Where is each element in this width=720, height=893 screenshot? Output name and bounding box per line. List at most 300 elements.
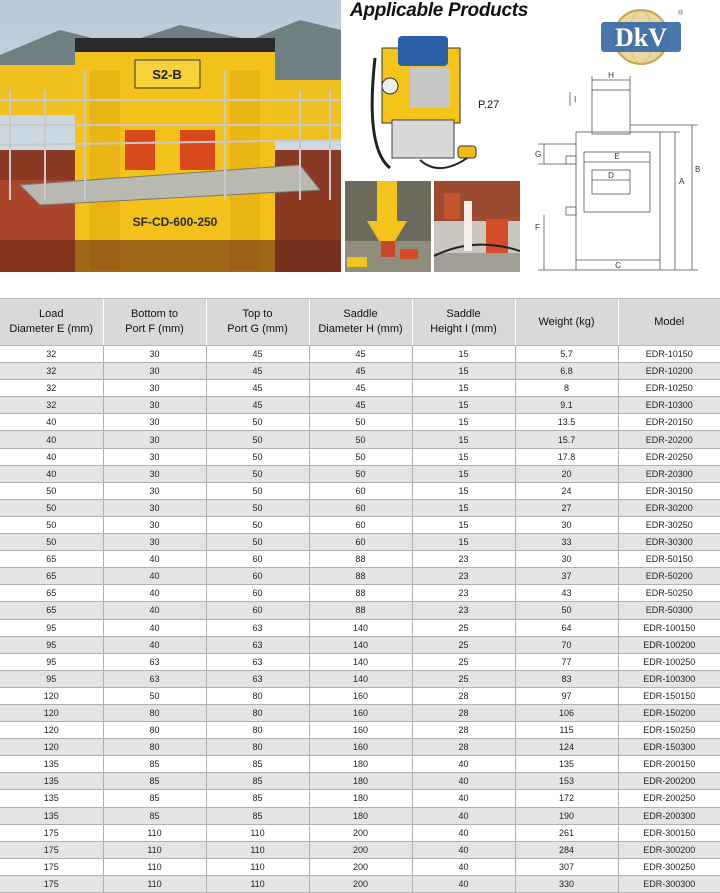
table-cell: 261 <box>515 824 618 841</box>
table-row <box>0 739 720 756</box>
label-h: H <box>608 71 614 80</box>
table-cell: 40 <box>412 807 515 824</box>
label-b: B <box>695 165 701 174</box>
table-row <box>0 397 720 414</box>
table-cell: 23 <box>412 568 515 585</box>
table-cell: 140 <box>309 636 412 653</box>
platform-stencil: SF-CD-600-250 <box>132 215 218 229</box>
table-cell: 85 <box>206 773 309 790</box>
table-cell: 15 <box>412 380 515 397</box>
table-cell: 85 <box>103 773 206 790</box>
table-cell: 95 <box>0 670 103 687</box>
label-e: E <box>614 152 620 161</box>
table-cell: 27 <box>515 499 618 516</box>
table-cell: EDR-100150 <box>618 619 720 636</box>
table-cell: 40 <box>103 636 206 653</box>
table-row <box>0 534 720 551</box>
table-cell: 40 <box>0 414 103 431</box>
weight-header <box>515 299 618 346</box>
table-cell: 30 <box>103 516 206 533</box>
header-line: Model <box>654 315 685 328</box>
table-cell: 45 <box>206 380 309 397</box>
table-cell: 50 <box>206 499 309 516</box>
table-cell: 160 <box>309 687 412 704</box>
table-cell: EDR-150250 <box>618 722 720 739</box>
table-cell: 40 <box>103 551 206 568</box>
table-cell: 30 <box>103 448 206 465</box>
table-cell: 172 <box>515 790 618 807</box>
table-row <box>0 858 720 875</box>
table-cell: 160 <box>309 739 412 756</box>
table-header-row <box>0 299 720 346</box>
table-row <box>0 568 720 585</box>
table-cell: 40 <box>103 619 206 636</box>
table-cell: 115 <box>515 722 618 739</box>
table-row <box>0 602 720 619</box>
table-row <box>0 790 720 807</box>
table-cell: 85 <box>103 790 206 807</box>
table-cell: 32 <box>0 346 103 363</box>
table-row <box>0 585 720 602</box>
header-line: Height I (mm) <box>430 323 497 335</box>
table-row <box>0 619 720 636</box>
table-row <box>0 722 720 739</box>
table-cell: 77 <box>515 653 618 670</box>
table-cell: 80 <box>206 704 309 721</box>
table-cell: 15.7 <box>515 431 618 448</box>
table-cell: 63 <box>206 636 309 653</box>
table-cell: 63 <box>206 619 309 636</box>
table-body <box>0 346 720 893</box>
table-cell: 88 <box>309 568 412 585</box>
table-cell: 15 <box>412 534 515 551</box>
table-cell: 15 <box>412 431 515 448</box>
table-cell: EDR-150200 <box>618 704 720 721</box>
table-cell: 50 <box>0 499 103 516</box>
table-cell: 120 <box>0 687 103 704</box>
table-cell: 63 <box>103 653 206 670</box>
table-cell: 40 <box>103 585 206 602</box>
table-cell: 45 <box>309 397 412 414</box>
table-cell: 200 <box>309 875 412 892</box>
table-cell: 140 <box>309 619 412 636</box>
table-cell: 95 <box>0 653 103 670</box>
product-header <box>0 0 720 292</box>
table-cell: 135 <box>0 807 103 824</box>
table-cell: EDR-10200 <box>618 363 720 380</box>
table-cell: EDR-20150 <box>618 414 720 431</box>
table-cell: 40 <box>412 773 515 790</box>
table-cell: 70 <box>515 636 618 653</box>
table-cell: 15 <box>412 465 515 482</box>
table-cell: 45 <box>309 380 412 397</box>
table-row <box>0 516 720 533</box>
table-cell: 106 <box>515 704 618 721</box>
table-cell: EDR-30300 <box>618 534 720 551</box>
table-cell: 50 <box>206 482 309 499</box>
table-row <box>0 448 720 465</box>
specifications-table <box>0 298 720 893</box>
label-d: D <box>608 171 614 180</box>
table-cell: 5.7 <box>515 346 618 363</box>
table-cell: 180 <box>309 756 412 773</box>
table-cell: EDR-20300 <box>618 465 720 482</box>
load-diameter-header <box>0 299 103 346</box>
table-cell: 200 <box>309 858 412 875</box>
table-cell: 124 <box>515 739 618 756</box>
table-cell: 307 <box>515 858 618 875</box>
table-cell: 15 <box>412 448 515 465</box>
table-cell: EDR-10250 <box>618 380 720 397</box>
cylinder-dimension-diagram <box>530 70 720 280</box>
table-row <box>0 841 720 858</box>
table-cell: 23 <box>412 551 515 568</box>
table-cell: 200 <box>309 841 412 858</box>
table-cell: 40 <box>0 448 103 465</box>
table-cell: 40 <box>0 465 103 482</box>
table-cell: 24 <box>515 482 618 499</box>
saddle-diameter-header <box>309 299 412 346</box>
table-cell: 180 <box>309 790 412 807</box>
table-cell: 33 <box>515 534 618 551</box>
label-f: F <box>535 223 540 232</box>
table-cell: EDR-50300 <box>618 602 720 619</box>
table-cell: 8 <box>515 380 618 397</box>
table-row <box>0 363 720 380</box>
table-cell: EDR-50150 <box>618 551 720 568</box>
table-cell: 140 <box>309 670 412 687</box>
table-row <box>0 346 720 363</box>
table-cell: 23 <box>412 585 515 602</box>
table-cell: EDR-200150 <box>618 756 720 773</box>
table-cell: 80 <box>206 722 309 739</box>
table-cell: 30 <box>103 414 206 431</box>
table-row <box>0 807 720 824</box>
table-row <box>0 414 720 431</box>
table-cell: 28 <box>412 722 515 739</box>
table-row <box>0 773 720 790</box>
table-row <box>0 824 720 841</box>
table-cell: 15 <box>412 363 515 380</box>
table-cell: 175 <box>0 858 103 875</box>
jack-field-photo-1 <box>345 181 431 272</box>
trademark-symbol: ® <box>678 10 684 17</box>
table-cell: 88 <box>309 551 412 568</box>
table-cell: 110 <box>103 875 206 892</box>
table-cell: 15 <box>412 499 515 516</box>
table-cell: EDR-300150 <box>618 824 720 841</box>
table-cell: 40 <box>412 824 515 841</box>
table-cell: EDR-30250 <box>618 516 720 533</box>
table-cell: 30 <box>515 551 618 568</box>
table-cell: 120 <box>0 704 103 721</box>
table-cell: 135 <box>515 756 618 773</box>
table-cell: 9.1 <box>515 397 618 414</box>
table-cell: 50 <box>309 465 412 482</box>
table-cell: 28 <box>412 704 515 721</box>
table-cell: 30 <box>103 534 206 551</box>
jack-field-photo-2 <box>434 181 520 272</box>
table-cell: 63 <box>206 670 309 687</box>
table-cell: 80 <box>206 739 309 756</box>
header-line: Diameter H (mm) <box>318 323 403 335</box>
table-cell: EDR-20200 <box>618 431 720 448</box>
header-line: Load <box>39 308 64 320</box>
table-cell: 110 <box>206 875 309 892</box>
table-cell: 50 <box>206 516 309 533</box>
table-cell: 40 <box>0 431 103 448</box>
table-cell: 85 <box>206 807 309 824</box>
logo-text: DkV <box>614 23 668 52</box>
table-cell: 40 <box>103 602 206 619</box>
top-to-port-header <box>206 299 309 346</box>
table-cell: 85 <box>206 756 309 773</box>
table-cell: 23 <box>412 602 515 619</box>
table-cell: EDR-150150 <box>618 687 720 704</box>
table-cell: 32 <box>0 380 103 397</box>
table-cell: 95 <box>0 619 103 636</box>
table-cell: EDR-50250 <box>618 585 720 602</box>
table-cell: 63 <box>206 653 309 670</box>
hydraulic-pump-photo <box>370 28 478 178</box>
header-line: Weight (kg) <box>538 315 595 328</box>
table-cell: 45 <box>206 397 309 414</box>
table-cell: 60 <box>206 568 309 585</box>
table-cell: 15 <box>412 414 515 431</box>
table-cell: 120 <box>0 739 103 756</box>
table-cell: EDR-100250 <box>618 653 720 670</box>
table-cell: 20 <box>515 465 618 482</box>
table-row <box>0 380 720 397</box>
table-cell: 160 <box>309 722 412 739</box>
dkv-logo <box>597 8 685 66</box>
table-cell: 80 <box>103 722 206 739</box>
table-cell: EDR-300250 <box>618 858 720 875</box>
table-cell: 45 <box>206 363 309 380</box>
table-cell: 40 <box>412 875 515 892</box>
table-cell: 30 <box>103 499 206 516</box>
table-cell: 60 <box>206 551 309 568</box>
table-cell: 64 <box>515 619 618 636</box>
label-i: I <box>574 95 577 104</box>
table-cell: EDR-200250 <box>618 790 720 807</box>
table-cell: 175 <box>0 841 103 858</box>
table-cell: EDR-30200 <box>618 499 720 516</box>
table-cell: 85 <box>206 790 309 807</box>
table-cell: 50 <box>206 431 309 448</box>
table-cell: EDR-20250 <box>618 448 720 465</box>
table-cell: 28 <box>412 739 515 756</box>
table-cell: 110 <box>206 858 309 875</box>
table-cell: EDR-150300 <box>618 739 720 756</box>
table-cell: 50 <box>103 687 206 704</box>
table-cell: 30 <box>103 431 206 448</box>
table-cell: 180 <box>309 773 412 790</box>
table-cell: 40 <box>103 568 206 585</box>
table-cell: EDR-10150 <box>618 346 720 363</box>
table-cell: 97 <box>515 687 618 704</box>
header-line: Top to <box>242 308 273 320</box>
table-cell: 30 <box>103 397 206 414</box>
table-cell: 40 <box>412 858 515 875</box>
table-cell: 32 <box>0 363 103 380</box>
table-cell: 330 <box>515 875 618 892</box>
table-cell: 160 <box>309 704 412 721</box>
table-cell: 30 <box>103 346 206 363</box>
table-row <box>0 551 720 568</box>
table-cell: 43 <box>515 585 618 602</box>
table-row <box>0 687 720 704</box>
table-cell: 30 <box>103 465 206 482</box>
table-cell: 25 <box>412 619 515 636</box>
table-row <box>0 636 720 653</box>
table-cell: 45 <box>309 363 412 380</box>
table-cell: 15 <box>412 346 515 363</box>
table-cell: 180 <box>309 807 412 824</box>
table-cell: EDR-200300 <box>618 807 720 824</box>
table-cell: 50 <box>206 448 309 465</box>
table-cell: 85 <box>103 756 206 773</box>
table-cell: 88 <box>309 602 412 619</box>
table-cell: 65 <box>0 602 103 619</box>
table-cell: 175 <box>0 824 103 841</box>
table-row <box>0 670 720 687</box>
table-row <box>0 482 720 499</box>
table-cell: EDR-300300 <box>618 875 720 892</box>
platform-label: S2-B <box>152 67 182 82</box>
table-cell: 120 <box>0 722 103 739</box>
table-cell: 60 <box>309 482 412 499</box>
table-cell: 25 <box>412 653 515 670</box>
table-cell: 13.5 <box>515 414 618 431</box>
table-cell: 25 <box>412 636 515 653</box>
model-header <box>618 299 720 346</box>
header-line: Bottom to <box>130 308 179 320</box>
table-cell: 80 <box>103 704 206 721</box>
table-cell: EDR-10300 <box>618 397 720 414</box>
header-line: Port G (mm) <box>227 323 288 335</box>
label-c: C <box>615 261 621 270</box>
table-cell: 80 <box>206 687 309 704</box>
table-cell: 110 <box>206 841 309 858</box>
table-cell: 60 <box>206 585 309 602</box>
table-cell: 32 <box>0 397 103 414</box>
table-cell: 50 <box>0 534 103 551</box>
table-cell: 60 <box>309 516 412 533</box>
table-cell: EDR-50200 <box>618 568 720 585</box>
table-cell: 60 <box>309 534 412 551</box>
table-cell: 65 <box>0 585 103 602</box>
header-line: Saddle <box>446 308 481 320</box>
table-cell: 6.8 <box>515 363 618 380</box>
table-cell: 190 <box>515 807 618 824</box>
table-cell: 50 <box>206 465 309 482</box>
table-cell: 110 <box>206 824 309 841</box>
label-g: G <box>535 150 542 159</box>
table-cell: 80 <box>103 739 206 756</box>
table-cell: 50 <box>0 516 103 533</box>
table-cell: 28 <box>412 687 515 704</box>
table-cell: 40 <box>412 841 515 858</box>
table-cell: 60 <box>206 602 309 619</box>
table-cell: 30 <box>103 380 206 397</box>
table-cell: 175 <box>0 875 103 892</box>
page-title: Applicable Products <box>350 0 529 21</box>
table-row <box>0 704 720 721</box>
table-cell: 17.8 <box>515 448 618 465</box>
table-row <box>0 653 720 670</box>
table-cell: 60 <box>309 499 412 516</box>
table-cell: 50 <box>206 414 309 431</box>
page-reference: P.27 <box>478 99 500 111</box>
offshore-platform-photo <box>0 0 341 272</box>
table-cell: 30 <box>103 482 206 499</box>
table-cell: EDR-100300 <box>618 670 720 687</box>
table-cell: 30 <box>515 516 618 533</box>
table-cell: 50 <box>206 534 309 551</box>
table-cell: 284 <box>515 841 618 858</box>
table-cell: 50 <box>309 431 412 448</box>
table-cell: 50 <box>515 602 618 619</box>
saddle-height-header <box>412 299 515 346</box>
table-cell: EDR-100200 <box>618 636 720 653</box>
table-cell: EDR-200200 <box>618 773 720 790</box>
table-cell: 65 <box>0 551 103 568</box>
table-cell: 153 <box>515 773 618 790</box>
bottom-to-port-header <box>103 299 206 346</box>
table-cell: EDR-300200 <box>618 841 720 858</box>
table-row <box>0 499 720 516</box>
table-cell: 63 <box>103 670 206 687</box>
table-row <box>0 465 720 482</box>
table-cell: 83 <box>515 670 618 687</box>
table-cell: 88 <box>309 585 412 602</box>
table-cell: 50 <box>309 448 412 465</box>
table-cell: 110 <box>103 858 206 875</box>
table-cell: 45 <box>206 346 309 363</box>
table-cell: 135 <box>0 790 103 807</box>
table-cell: 95 <box>0 636 103 653</box>
table-cell: 65 <box>0 568 103 585</box>
table-cell: 200 <box>309 824 412 841</box>
table-cell: 40 <box>412 756 515 773</box>
table-cell: 30 <box>103 363 206 380</box>
table-cell: 110 <box>103 824 206 841</box>
table-cell: 25 <box>412 670 515 687</box>
table-cell: 15 <box>412 516 515 533</box>
table-cell: EDR-30150 <box>618 482 720 499</box>
table-cell: 85 <box>103 807 206 824</box>
table-cell: 15 <box>412 397 515 414</box>
table-cell: 135 <box>0 756 103 773</box>
header-line: Saddle <box>343 308 378 320</box>
header-line: Port F (mm) <box>125 323 184 335</box>
table-cell: 15 <box>412 482 515 499</box>
label-a: A <box>679 177 685 186</box>
table-cell: 40 <box>412 790 515 807</box>
table-cell: 50 <box>309 414 412 431</box>
table-cell: 135 <box>0 773 103 790</box>
table-cell: 110 <box>103 841 206 858</box>
table-cell: 140 <box>309 653 412 670</box>
table-row <box>0 875 720 892</box>
header-line: Diameter E (mm) <box>9 323 94 335</box>
table-cell: 37 <box>515 568 618 585</box>
table-cell: 50 <box>0 482 103 499</box>
table-row <box>0 756 720 773</box>
table-row <box>0 431 720 448</box>
table-cell: 45 <box>309 346 412 363</box>
